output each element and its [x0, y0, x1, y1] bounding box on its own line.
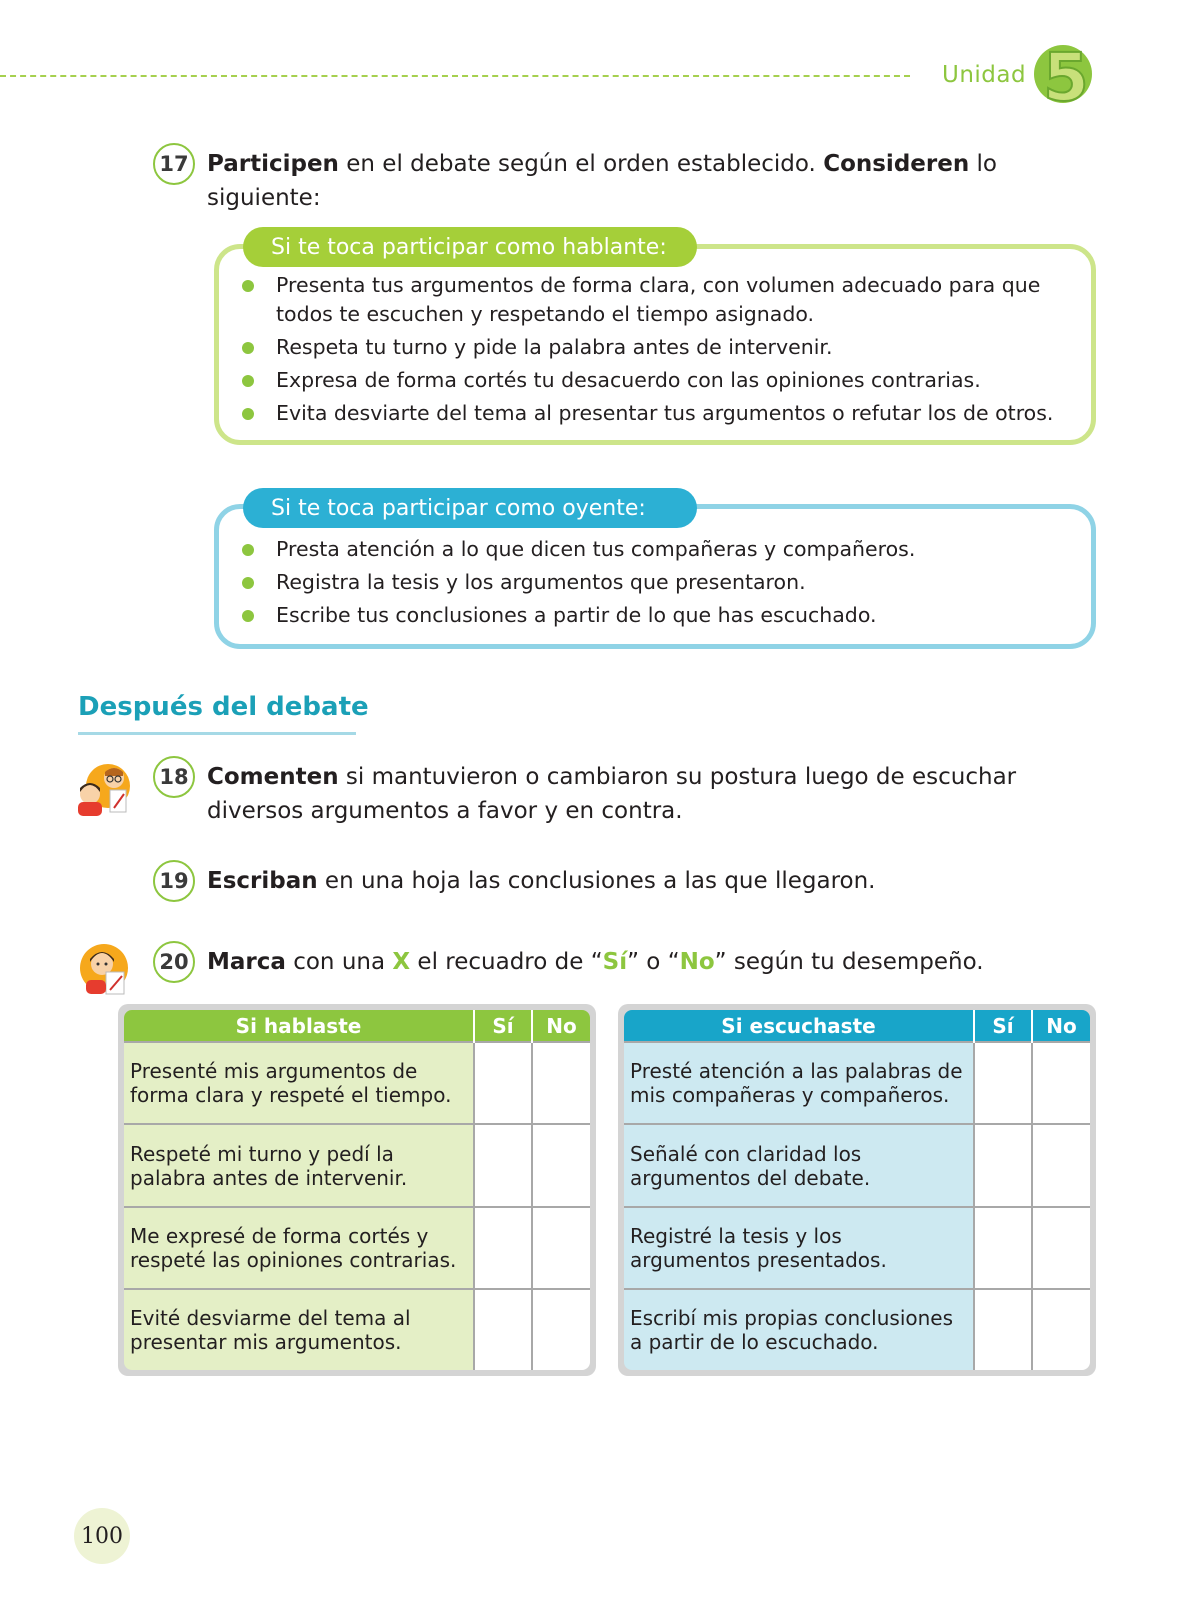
activity-20-text	[207, 945, 1107, 979]
speaker-assessment-table	[118, 1004, 596, 1376]
header-dashed-line	[0, 75, 910, 77]
bullet-dot-icon	[242, 375, 254, 387]
activity-number-17: 17	[153, 143, 195, 185]
table-cell: Presenté mis argumentos de forma clara y respeté el tiempo.	[124, 1042, 474, 1124]
list-item: Respeta tu turno y pide la palabra antes de intervenir.	[240, 333, 1060, 362]
no-checkbox[interactable]	[532, 1124, 590, 1206]
activity-17-verb1: Participen	[207, 151, 339, 177]
no-checkbox[interactable]	[532, 1042, 590, 1124]
table-row	[124, 1124, 590, 1206]
activity-20-text-part: el recuadro de “	[410, 949, 603, 975]
table-row	[124, 1042, 590, 1124]
si-checkbox[interactable]	[974, 1207, 1032, 1289]
activity-20-text-part: ” según tu desempeño.	[714, 949, 984, 975]
si-checkbox[interactable]	[474, 1207, 532, 1289]
x-mark-label: X	[392, 949, 411, 975]
activity-18-verb: Comenten	[207, 764, 339, 790]
table-cell: Señalé con claridad los argumentos del debate.	[624, 1124, 974, 1206]
activity-17-verb2: Consideren	[823, 151, 970, 177]
bullet-dot-icon	[242, 610, 254, 622]
table-cell: Evité desviarme del tema al presentar mis argumentos.	[124, 1289, 474, 1370]
table-cell: Respeté mi turno y pedí la palabra antes de intervenir.	[124, 1124, 474, 1206]
activity-number-19: 19	[153, 860, 195, 902]
list-item: Presenta tus argumentos de forma clara, con volumen adecuado para que todos te escuchen y respetando el tiempo asignado.	[240, 271, 1060, 329]
si-checkbox[interactable]	[974, 1042, 1032, 1124]
page-number: 100	[81, 1523, 123, 1549]
bullet-dot-icon	[242, 408, 254, 420]
no-checkbox[interactable]	[532, 1289, 590, 1370]
activity-17-text1: en el debate según el orden establecido.	[338, 151, 824, 177]
activity-20-verb: Marca	[207, 949, 286, 975]
no-checkbox[interactable]	[532, 1207, 590, 1289]
activity-19-text	[207, 864, 1107, 898]
table-row	[624, 1207, 1090, 1289]
bullet-dot-icon	[242, 280, 254, 292]
list-item: Expresa de forma cortés tu desacuerdo con las opiniones contrarias.	[240, 366, 1060, 395]
si-checkbox[interactable]	[474, 1124, 532, 1206]
table-header: Si hablaste	[124, 1010, 474, 1042]
table-row	[124, 1207, 590, 1289]
table-header: No	[532, 1010, 590, 1042]
no-checkbox[interactable]	[1032, 1042, 1090, 1124]
si-checkbox[interactable]	[474, 1289, 532, 1370]
activity-20-text-part: ” o “	[627, 949, 680, 975]
activity-20-text-part: con una	[285, 949, 393, 975]
activity-17-text	[207, 147, 1107, 215]
list-item: Evita desviarte del tema al presentar tus argumentos o refutar los de otros.	[240, 399, 1060, 428]
no-checkbox[interactable]	[1032, 1207, 1090, 1289]
activity-19-body: en una hoja las conclusiones a las que llegaron.	[317, 868, 876, 894]
table-cell: Me expresé de forma cortés y respeté las opiniones contrarias.	[124, 1207, 474, 1289]
activity-17-text2: lo siguiente:	[207, 151, 997, 211]
listener-box-title: Si te toca participar como oyente:	[243, 488, 697, 528]
si-checkbox[interactable]	[974, 1124, 1032, 1206]
bullet-dot-icon	[242, 342, 254, 354]
activity-18-body: si mantuvieron o cambiaron su postura luego de escuchar diversos argumentos a favor y en contra.	[207, 764, 1017, 824]
bullet-dot-icon	[242, 577, 254, 589]
bullet-dot-icon	[242, 544, 254, 556]
si-checkbox[interactable]	[974, 1289, 1032, 1370]
table-header: No	[1032, 1010, 1090, 1042]
table-header: Si escuchaste	[624, 1010, 974, 1042]
table-row	[624, 1289, 1090, 1370]
section-title: Después del debate	[78, 692, 369, 722]
unit-label: Unidad	[942, 62, 1027, 88]
speaker-guidelines-list	[240, 271, 1060, 432]
no-checkbox[interactable]	[1032, 1124, 1090, 1206]
section-underline	[78, 732, 356, 735]
si-label: Sí	[602, 949, 628, 975]
table-row	[624, 1124, 1090, 1206]
group-work-icon	[72, 760, 134, 818]
listener-guidelines-list	[240, 535, 1060, 634]
list-item: Registra la tesis y los argumentos que presentaron.	[240, 568, 1060, 597]
activity-19-verb: Escriban	[207, 868, 318, 894]
table-cell: Escribí mis propias conclusiones a partir de lo escuchado.	[624, 1289, 974, 1370]
table-header: Sí	[474, 1010, 532, 1042]
table-cell: Registré la tesis y los argumentos presentados.	[624, 1207, 974, 1289]
list-item: Presta atención a lo que dicen tus compañeras y compañeros.	[240, 535, 1060, 564]
unit-number-badge	[1033, 38, 1093, 116]
individual-work-icon	[72, 940, 134, 998]
activity-18-text	[207, 760, 1107, 828]
speaker-box-title: Si te toca participar como hablante:	[243, 227, 697, 267]
table-cell: Presté atención a las palabras de mis compañeras y compañeros.	[624, 1042, 974, 1124]
unit-number: 5	[1043, 39, 1089, 116]
activity-number-20: 20	[153, 941, 195, 983]
table-row	[624, 1042, 1090, 1124]
activity-number-18: 18	[153, 756, 195, 798]
listener-assessment-table	[618, 1004, 1096, 1376]
table-row	[124, 1289, 590, 1370]
table-header: Sí	[974, 1010, 1032, 1042]
no-checkbox[interactable]	[1032, 1289, 1090, 1370]
no-label: No	[679, 949, 715, 975]
si-checkbox[interactable]	[474, 1042, 532, 1124]
list-item: Escribe tus conclusiones a partir de lo que has escuchado.	[240, 601, 1060, 630]
